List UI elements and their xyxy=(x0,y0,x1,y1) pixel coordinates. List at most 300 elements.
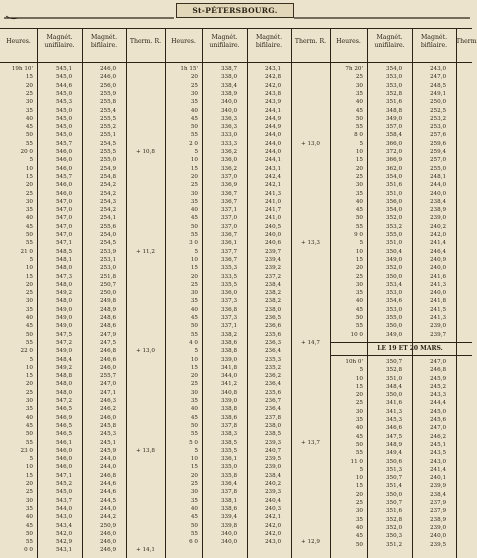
table-cell-unifilaire: 338,1 xyxy=(220,497,237,504)
table-cell-bifilaire: 246,0 xyxy=(99,414,116,421)
table-cell-bifilaire: 246,0 xyxy=(99,74,116,81)
table-cell-bifilaire: 254,9 xyxy=(99,165,116,172)
table-cell-time: 7h 20' xyxy=(345,66,363,72)
table-cell-unifilaire: 549,0 xyxy=(55,348,72,355)
table-cell-bifilaire: 254,2 xyxy=(99,190,116,197)
table-cell-bifilaire: 238,9 xyxy=(429,207,446,214)
table-cell-unifilaire: 354,0 xyxy=(385,66,402,72)
table-cell-time: 30 xyxy=(355,82,363,89)
table-cell-bifilaire: 244,0 xyxy=(99,456,116,463)
table-cell-therm: + 13,0 xyxy=(301,140,320,147)
table-cell-bifilaire: 242,1 xyxy=(264,514,281,521)
table-cell-bifilaire: 236,4 xyxy=(264,406,281,413)
table-cell-time: 22 0 xyxy=(20,348,33,355)
header-unifilaire-2: unifilaire. xyxy=(44,42,75,49)
header-unifilaire-2: unifilaire. xyxy=(209,42,240,49)
table-cell-time: 10 xyxy=(190,157,198,164)
table-cell-unifilaire: 333,0 xyxy=(220,132,237,139)
table-cell-time: 3 0 xyxy=(189,240,198,247)
table-cell-bifilaire: 237,2 xyxy=(264,273,281,280)
table-cell-unifilaire: 340,0 xyxy=(220,99,237,106)
table-cell-bifilaire: 240,2 xyxy=(429,223,446,230)
table-cell-bifilaire: 243,0 xyxy=(429,66,446,72)
table-cell-time: 50 xyxy=(190,223,198,230)
table-cell-time: 45 xyxy=(190,414,198,421)
table-cell-bifilaire: 244,0 xyxy=(264,149,281,155)
table-cell-unifilaire: 337,1 xyxy=(220,207,237,214)
table-cell-time: 25 xyxy=(190,281,198,288)
table-cell-bifilaire: 244,5 xyxy=(99,497,116,504)
table-cell-bifilaire: 246,0 xyxy=(99,530,116,537)
table-cell-unifilaire: 333,5 xyxy=(220,273,237,280)
table-cell-unifilaire: 336,8 xyxy=(220,306,237,313)
ornament-rule-right xyxy=(294,15,470,21)
table-cell-bifilaire: 254,8 xyxy=(99,173,116,180)
table-cell-time: 50 xyxy=(25,530,33,537)
table-cell-unifilaire: 336,3 xyxy=(220,124,237,131)
table-cell-bifilaire: 239,7 xyxy=(264,248,281,255)
table-cell-unifilaire: 548,0 xyxy=(55,281,72,288)
table-cell-bifilaire: 236,4 xyxy=(264,381,281,388)
table-cell-unifilaire: 547,1 xyxy=(55,240,72,247)
table-cell-unifilaire: 336,9 xyxy=(220,182,237,189)
table-cell-time: 10 xyxy=(190,356,198,363)
header-bifilaire-2: bifilaire. xyxy=(90,42,118,49)
table-cell-bifilaire: 235,6 xyxy=(264,331,281,338)
table-cell-unifilaire: 353,0 xyxy=(385,290,402,297)
table-cell-time: 45 xyxy=(355,207,363,214)
table-cell-unifilaire: 548,0 xyxy=(55,381,72,388)
table-cell-time: 40 xyxy=(190,505,198,512)
table-cell-unifilaire: 362,0 xyxy=(385,165,402,172)
table-cell-bifilaire: 245,3 xyxy=(99,431,116,438)
table-cell-unifilaire: 337,7 xyxy=(220,248,237,255)
date-banner: LE 19 ET 20 MARS. xyxy=(377,344,443,352)
table-cell-unifilaire: 545,0 xyxy=(55,132,72,139)
table-cell-time: 15 xyxy=(355,256,363,263)
table-cell-bifilaire: 247,0 xyxy=(429,74,446,81)
table-cell-bifilaire: 250,0 xyxy=(99,290,116,297)
table-cell-bifilaire: 239,7 xyxy=(429,331,446,338)
table-cell-unifilaire: 350,4 xyxy=(385,248,402,255)
table-cell-bifilaire: 243,0 xyxy=(264,539,281,546)
table-cell-bifilaire: 253,0 xyxy=(429,124,446,131)
table-cell-unifilaire: 353,0 xyxy=(385,82,402,89)
table-cell-time: 10 xyxy=(25,464,33,471)
table-cell-time: 10h 0' xyxy=(345,358,363,365)
table-cell-unifilaire: 350,3 xyxy=(385,533,402,540)
table-cell-bifilaire: 255,2 xyxy=(99,124,116,131)
table-cell-unifilaire: 335,5 xyxy=(220,281,237,288)
table-cell-time: 45 xyxy=(355,533,363,540)
table-cell-time: 4 0 xyxy=(189,339,198,346)
header-unifilaire-1: Magnét. xyxy=(46,34,73,41)
table-cell-bifilaire: 250,7 xyxy=(99,281,116,288)
table-cell-time: 35 xyxy=(25,107,33,114)
table-cell-unifilaire: 548,0 xyxy=(55,298,72,305)
header-unifilaire-1: Magnét. xyxy=(211,34,238,41)
table-cell-time: 45 xyxy=(25,223,33,230)
table-cell-time: 10 xyxy=(25,364,33,371)
table-cell-unifilaire: 366,9 xyxy=(385,157,402,164)
table-cell-bifilaire: 245,1 xyxy=(429,441,446,448)
table-cell-bifilaire: 241,3 xyxy=(264,190,281,197)
table-cell-time: 45 xyxy=(190,115,198,122)
table-cell-time: 55 xyxy=(25,539,33,546)
table-cell-unifilaire: 349,0 xyxy=(385,331,402,338)
table-cell-unifilaire: 351,0 xyxy=(385,375,402,382)
table-cell-bifilaire: 237,9 xyxy=(429,508,446,515)
table-cell-time: 50 xyxy=(190,124,198,131)
table-cell-time: 30 xyxy=(355,508,363,515)
table-cell-unifilaire: 336,7 xyxy=(220,190,237,197)
table-cell-unifilaire: 335,0 xyxy=(220,464,237,471)
table-cell-time: 40 xyxy=(355,298,363,305)
table-cell-bifilaire: 257,0 xyxy=(429,157,446,164)
table-cell-unifilaire: 544,6 xyxy=(55,82,72,89)
table-cell-time: 20 xyxy=(190,173,198,180)
table-cell-unifilaire: 543,1 xyxy=(55,547,72,554)
table-cell-bifilaire: 241,7 xyxy=(264,207,281,214)
table-cell-time: 40 xyxy=(190,306,198,313)
table-cell-bifilaire: 241,0 xyxy=(264,198,281,205)
table-cell-unifilaire: 336,7 xyxy=(220,256,237,263)
table-cell-time: 30 xyxy=(25,398,33,404)
table-cell-time: 55 xyxy=(355,450,363,457)
table-cell-bifilaire: 240,5 xyxy=(264,223,281,230)
table-cell-unifilaire: 545,7 xyxy=(55,173,72,180)
table-cell-time: 10 xyxy=(190,456,198,463)
table-cell-time: 5 xyxy=(359,140,363,147)
table-cell-time: 20 xyxy=(355,392,363,399)
table-cell-time: 8 0 xyxy=(354,132,363,139)
table-cell-bifilaire: 244,0 xyxy=(99,464,116,471)
table-cell-time: 45 xyxy=(25,522,33,529)
table-cell-time: 19h 10' xyxy=(11,66,33,72)
table-cell-bifilaire: 238,4 xyxy=(264,281,281,288)
table-cell-time: 35 xyxy=(190,497,198,504)
table-cell-unifilaire: 341,6 xyxy=(385,400,402,407)
table-cell-time: 23 0 xyxy=(20,447,33,454)
table-cell-time: 55 xyxy=(25,339,33,346)
table-cell-unifilaire: 338,3 xyxy=(220,431,237,438)
table-cell-unifilaire: 337,3 xyxy=(220,315,237,321)
table-cell-time: 10 xyxy=(190,256,198,263)
table-cell-time: 20 xyxy=(355,165,363,172)
table-cell-bifilaire: 242,0 xyxy=(429,232,446,238)
table-cell-time: 35 xyxy=(355,190,363,197)
table-cell-time: 35 xyxy=(190,398,198,404)
table-cell-bifilaire: 237,8 xyxy=(264,414,281,421)
table-cell-bifilaire: 238,0 xyxy=(264,422,281,429)
table-cell-bifilaire: 253,0 xyxy=(99,265,116,272)
table-cell-unifilaire: 545,0 xyxy=(55,90,72,97)
table-cell-therm: + 14,7 xyxy=(301,339,320,346)
header-therm: Therm. R. xyxy=(294,38,327,45)
table-cell-time: 45 xyxy=(190,215,198,222)
table-cell-time: 5 0 xyxy=(189,439,198,446)
table-cell-time: 45 xyxy=(355,107,363,114)
table-cell-bifilaire: 247,5 xyxy=(99,339,116,346)
table-cell-time: 5 xyxy=(29,256,33,263)
table-cell-time: 5 xyxy=(359,240,363,247)
table-cell-unifilaire: 350,7 xyxy=(385,475,402,482)
table-cell-bifilaire: 253,9 xyxy=(99,248,116,255)
table-cell-bifilaire: 244,2 xyxy=(99,514,116,521)
table-cell-bifilaire: 244,1 xyxy=(264,107,281,114)
table-cell-time: 45 xyxy=(190,315,198,321)
table-cell-unifilaire: 352,0 xyxy=(385,265,402,272)
table-cell-bifilaire: 253,1 xyxy=(99,256,116,263)
column-rule xyxy=(165,28,166,558)
table-cell-unifilaire: 339,0 xyxy=(220,398,237,404)
table-cell-unifilaire: 546,0 xyxy=(55,165,72,172)
table-cell-time: 5 xyxy=(194,248,198,255)
table-cell-unifilaire: 549,0 xyxy=(55,323,72,330)
table-cell-time: 11 0 xyxy=(350,458,363,465)
table-cell-bifilaire: 239,0 xyxy=(429,524,446,531)
table-cell-unifilaire: 349,0 xyxy=(385,115,402,122)
table-cell-time: 25 xyxy=(190,182,198,189)
header-bifilaire-1: Magnét. xyxy=(90,34,118,41)
table-cell-unifilaire: 546,0 xyxy=(55,456,72,463)
table-cell-bifilaire: 240,0 xyxy=(429,190,446,197)
table-cell-bifilaire: 245,8 xyxy=(99,422,116,429)
table-cell-time: 40 xyxy=(25,315,33,321)
table-cell-therm: + 11,2 xyxy=(136,248,155,255)
table-cell-unifilaire: 549,0 xyxy=(55,306,72,313)
table-cell-therm: + 10,8 xyxy=(136,149,155,155)
table-cell-time: 20 xyxy=(25,281,33,288)
table-cell-time: 15 xyxy=(25,472,33,479)
table-cell-bifilaire: 239,4 xyxy=(264,256,281,263)
table-cell-unifilaire: 356,0 xyxy=(385,198,402,205)
table-cell-bifilaire: 255,5 xyxy=(99,115,116,122)
table-cell-bifilaire: 255,1 xyxy=(99,132,116,139)
table-cell-bifilaire: 244,6 xyxy=(99,481,116,487)
table-cell-bifilaire: 255,8 xyxy=(99,99,116,106)
table-cell-unifilaire: 351,0 xyxy=(385,240,402,247)
table-cell-unifilaire: 347,5 xyxy=(385,433,402,440)
table-cell-unifilaire: 354,0 xyxy=(385,207,402,214)
page-title: St-PÉTERSBOURG. xyxy=(176,3,294,18)
table-cell-bifilaire: 255,9 xyxy=(99,90,116,97)
table-cell-bifilaire: 239,5 xyxy=(264,456,281,463)
table-cell-time: 1h 15' xyxy=(180,66,198,72)
table-cell-bifilaire: 245,6 xyxy=(429,417,446,423)
table-cell-bifilaire: 240,3 xyxy=(264,505,281,512)
table-cell-unifilaire: 338,8 xyxy=(220,348,237,355)
table-cell-bifilaire: 249,1 xyxy=(429,90,446,97)
table-cell-unifilaire: 337,0 xyxy=(220,223,237,230)
table-cell-unifilaire: 350,0 xyxy=(385,273,402,280)
table-cell-time: 30 xyxy=(355,408,363,415)
table-cell-unifilaire: 345,3 xyxy=(385,417,402,423)
table-cell-time: 15 xyxy=(190,364,198,371)
table-cell-bifilaire: 240,6 xyxy=(264,240,281,247)
table-cell-time: 5 xyxy=(194,149,198,155)
table-cell-bifilaire: 239,3 xyxy=(264,439,281,446)
table-cell-unifilaire: 547,0 xyxy=(55,215,72,222)
table-cell-bifilaire: 236,4 xyxy=(264,348,281,355)
table-cell-unifilaire: 544,0 xyxy=(55,505,72,512)
table-cell-time: 40 xyxy=(25,414,33,421)
table-cell-time: 15 xyxy=(190,165,198,172)
table-cell-unifilaire: 336,1 xyxy=(220,456,237,463)
table-cell-unifilaire: 547,2 xyxy=(55,398,72,404)
table-cell-unifilaire: 352,8 xyxy=(385,367,402,374)
table-cell-bifilaire: 239,9 xyxy=(429,483,446,490)
table-cell-bifilaire: 238,2 xyxy=(264,290,281,297)
table-cell-time: 25 xyxy=(355,500,363,506)
table-cell-time: 10 0 xyxy=(350,331,363,338)
table-cell-bifilaire: 246,4 xyxy=(429,248,446,255)
table-cell-time: 25 xyxy=(25,290,33,297)
table-cell-unifilaire: 338,5 xyxy=(220,439,237,446)
table-cell-unifilaire: 341,2 xyxy=(220,381,237,388)
header-unifilaire-1: Magnét. xyxy=(376,34,403,41)
table-cell-time: 5 xyxy=(29,356,33,363)
table-cell-unifilaire: 547,2 xyxy=(55,339,72,346)
table-cell-unifilaire: 357,0 xyxy=(385,124,402,131)
table-cell-unifilaire: 351,2 xyxy=(385,541,402,548)
table-cell-time: 35 xyxy=(25,406,33,413)
header-therm: Therm. R. xyxy=(129,38,162,45)
table-cell-time: 25 xyxy=(25,190,33,197)
table-cell-bifilaire: 244,0 xyxy=(429,182,446,189)
table-cell-time: 15 xyxy=(25,173,33,180)
table-cell-bifilaire: 246,3 xyxy=(99,398,116,404)
table-cell-bifilaire: 247,0 xyxy=(429,425,446,432)
table-cell-time: 5 xyxy=(194,348,198,355)
table-cell-time: 15 xyxy=(25,74,33,81)
table-cell-time: 55 xyxy=(355,223,363,230)
table-cell-bifilaire: 246,9 xyxy=(99,547,116,554)
table-cell-time: 40 xyxy=(25,115,33,122)
table-cell-time: 45 xyxy=(355,306,363,313)
table-cell-time: 10 xyxy=(355,475,363,482)
table-cell-therm: + 13,3 xyxy=(301,240,320,247)
table-cell-time: 25 xyxy=(355,273,363,280)
table-cell-time: 40 xyxy=(355,198,363,205)
table-cell-bifilaire: 254,3 xyxy=(99,198,116,205)
table-cell-bifilaire: 243,9 xyxy=(264,99,281,106)
table-cell-unifilaire: 352,0 xyxy=(385,215,402,222)
table-cell-bifilaire: 257,6 xyxy=(429,132,446,139)
table-cell-time: 55 xyxy=(190,530,198,537)
table-cell-time: 30 xyxy=(25,99,33,106)
header-bifilaire-1: Magnét. xyxy=(420,34,448,41)
table-cell-time: 30 xyxy=(355,182,363,189)
table-cell-unifilaire: 350,7 xyxy=(385,500,402,506)
table-cell-time: 25 xyxy=(355,400,363,407)
table-cell-time: 35 xyxy=(355,516,363,523)
table-cell-bifilaire: 248,9 xyxy=(99,306,116,313)
table-cell-bifilaire: 239,0 xyxy=(264,464,281,471)
table-cell-time: 20 xyxy=(25,82,33,89)
table-cell-unifilaire: 545,2 xyxy=(55,481,72,487)
table-cell-unifilaire: 335,8 xyxy=(220,472,237,479)
table-cell-bifilaire: 238,4 xyxy=(429,491,446,498)
table-cell-time: 55 xyxy=(190,431,198,438)
table-cell-therm: + 14,1 xyxy=(136,547,155,554)
table-cell-bifilaire: 254,1 xyxy=(99,215,116,222)
table-cell-unifilaire: 336,2 xyxy=(220,149,237,155)
date-banner-top-rule xyxy=(330,342,472,343)
table-cell-unifilaire: 352,8 xyxy=(385,90,402,97)
table-cell-unifilaire: 545,7 xyxy=(55,140,72,147)
table-cell-unifilaire: 548,8 xyxy=(55,373,72,380)
table-cell-bifilaire: 236,6 xyxy=(264,323,281,330)
table-cell-bifilaire: 247,0 xyxy=(99,381,116,388)
table-cell-bifilaire: 244,9 xyxy=(264,115,281,122)
table-cell-unifilaire: 358,4 xyxy=(385,132,402,139)
table-cell-time: 40 xyxy=(190,207,198,214)
table-cell-unifilaire: 548,1 xyxy=(55,256,72,263)
table-cell-time: 40 xyxy=(355,425,363,432)
table-cell-unifilaire: 545,0 xyxy=(55,115,72,122)
table-cell-time: 15 xyxy=(190,464,198,471)
table-cell-unifilaire: 338,9 xyxy=(220,90,237,97)
table-cell-unifilaire: 337,0 xyxy=(220,173,237,180)
header-heures: Heures. xyxy=(6,38,31,45)
table-cell-unifilaire: 547,0 xyxy=(55,198,72,205)
table-cell-bifilaire: 239,3 xyxy=(264,489,281,496)
table-cell-bifilaire: 247,1 xyxy=(99,389,116,396)
table-cell-time: 10 xyxy=(25,265,33,272)
header-therm: Therm xyxy=(456,38,477,45)
table-cell-time: 30 xyxy=(25,298,33,305)
table-cell-time: 55 xyxy=(25,140,33,147)
table-cell-unifilaire: 546,9 xyxy=(55,414,72,421)
table-cell-unifilaire: 337,8 xyxy=(220,422,237,429)
table-cell-bifilaire: 236,7 xyxy=(264,398,281,404)
table-cell-bifilaire: 245,9 xyxy=(99,447,116,454)
table-cell-bifilaire: 241,0 xyxy=(264,215,281,222)
table-cell-time: 5 xyxy=(194,447,198,454)
table-cell-bifilaire: 255,7 xyxy=(99,373,116,380)
table-cell-bifilaire: 246,0 xyxy=(99,364,116,371)
table-cell-bifilaire: 246,0 xyxy=(99,539,116,546)
table-cell-unifilaire: 546,0 xyxy=(55,149,72,155)
table-cell-bifilaire: 244,1 xyxy=(264,157,281,164)
table-cell-bifilaire: 254,0 xyxy=(99,232,116,238)
table-cell-unifilaire: 351,6 xyxy=(385,99,402,106)
table-cell-therm: + 13,7 xyxy=(301,439,320,446)
table-cell-bifilaire: 248,5 xyxy=(429,82,446,89)
header-heures: Heures. xyxy=(171,38,196,45)
table-cell-time: 35 xyxy=(25,306,33,313)
table-cell-bifilaire: 246,8 xyxy=(99,348,116,355)
header-unifilaire-2: unifilaire. xyxy=(374,42,405,49)
table-cell-unifilaire: 543,7 xyxy=(55,497,72,504)
table-cell-time: 40 xyxy=(25,215,33,222)
table-cell-unifilaire: 545,0 xyxy=(55,124,72,131)
table-cell-time: 50 xyxy=(25,132,33,139)
table-cell-time: 55 xyxy=(190,232,198,238)
table-cell-unifilaire: 372,0 xyxy=(385,149,402,155)
table-cell-time: 55 xyxy=(355,124,363,131)
table-cell-unifilaire: 547,0 xyxy=(55,207,72,214)
table-cell-therm: + 12,9 xyxy=(301,539,320,546)
table-cell-bifilaire: 245,1 xyxy=(99,439,116,446)
table-cell-bifilaire: 237,9 xyxy=(429,500,446,506)
table-cell-unifilaire: 546,5 xyxy=(55,431,72,438)
table-cell-time: 5 xyxy=(359,466,363,473)
table-cell-bifilaire: 236,3 xyxy=(264,339,281,346)
table-cell-bifilaire: 244,6 xyxy=(99,489,116,496)
table-cell-unifilaire: 336,2 xyxy=(220,165,237,172)
